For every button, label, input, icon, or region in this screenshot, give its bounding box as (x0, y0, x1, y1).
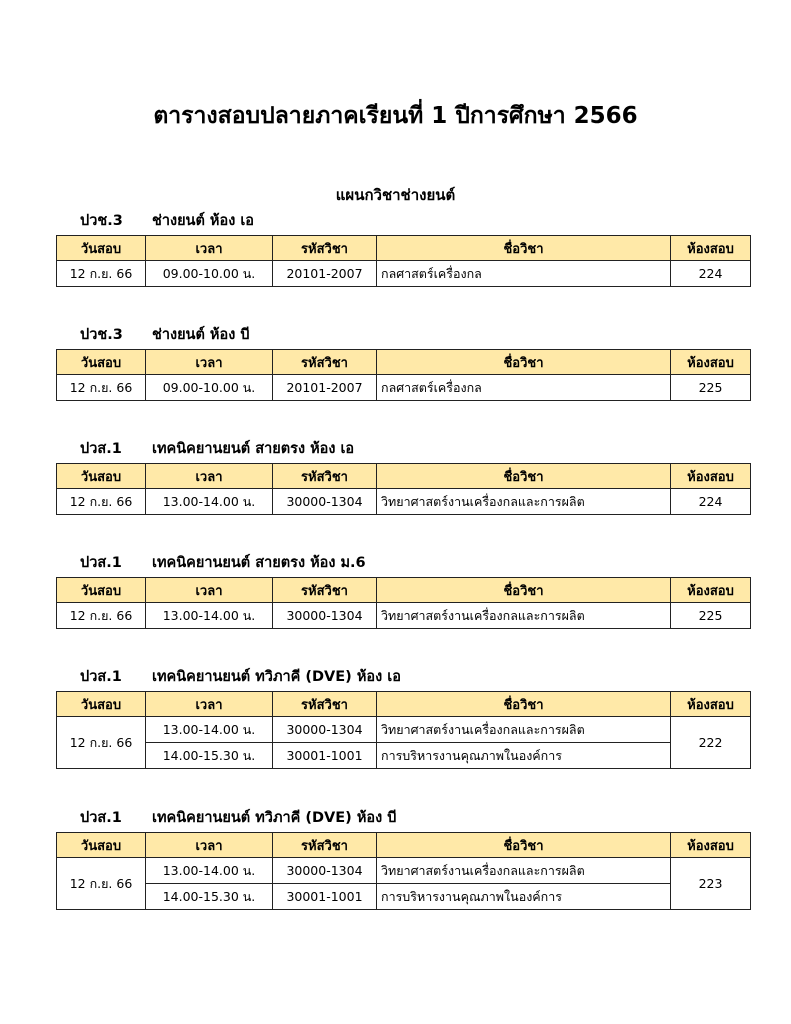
exam-date: 12 ก.ย. 66 (57, 717, 146, 769)
col-header-time: เวลา (146, 236, 273, 261)
course-name: การบริหารงานคุณภาพในองค์การ (377, 884, 671, 910)
course-code: 30000-1304 (273, 717, 377, 743)
page-title: ตารางสอบปลายภาคเรียนที่ 1 ปีการศึกษา 2566 (153, 103, 638, 129)
course-code: 20101-2007 (273, 261, 377, 287)
table-header-row (57, 464, 751, 489)
col-header-date: วันสอบ (57, 464, 146, 489)
exam-room: 223 (671, 858, 751, 910)
exam-table (56, 691, 751, 769)
exam-section (56, 665, 743, 769)
exam-date: 12 ก.ย. 66 (57, 489, 146, 515)
exam-time: 13.00-14.00 น. (146, 489, 273, 515)
col-header-code: รหัสวิชา (273, 236, 377, 261)
col-header-subject: ชื่อวิชา (377, 464, 671, 489)
section-heading (56, 209, 743, 231)
col-header-date: วันสอบ (57, 833, 146, 858)
section-level: ปวช.3 (80, 327, 123, 343)
col-header-room: ห้องสอบ (671, 578, 751, 603)
table-row (57, 717, 751, 743)
course-code: 30001-1001 (273, 884, 377, 910)
col-header-date: วันสอบ (57, 692, 146, 717)
table-header-row (57, 833, 751, 858)
section-level: ปวส.1 (80, 669, 122, 685)
col-header-subject: ชื่อวิชา (377, 578, 671, 603)
col-header-subject: ชื่อวิชา (377, 350, 671, 375)
course-name: การบริหารงานคุณภาพในองค์การ (377, 743, 671, 769)
course-code: 30001-1001 (273, 743, 377, 769)
exam-date: 12 ก.ย. 66 (57, 375, 146, 401)
course-code: 20101-2007 (273, 375, 377, 401)
exam-section (56, 551, 743, 629)
col-header-subject: ชื่อวิชา (377, 692, 671, 717)
exam-table (56, 235, 751, 287)
exam-table (56, 832, 751, 910)
exam-room: 222 (671, 717, 751, 769)
col-header-subject: ชื่อวิชา (377, 236, 671, 261)
col-header-date: วันสอบ (57, 350, 146, 375)
table-header-row (57, 236, 751, 261)
exam-time: 09.00-10.00 น. (146, 375, 273, 401)
course-name: กลศาสตร์เครื่องกล (377, 375, 671, 401)
col-header-time: เวลา (146, 578, 273, 603)
col-header-room: ห้องสอบ (671, 692, 751, 717)
col-header-room: ห้องสอบ (671, 833, 751, 858)
exam-section (56, 806, 743, 910)
department-heading: แผนกวิชาช่างยนต์ (335, 186, 456, 204)
col-header-code: รหัสวิชา (273, 464, 377, 489)
course-name: วิทยาศาสตร์งานเครื่องกลและการผลิต (377, 858, 671, 884)
exam-date: 12 ก.ย. 66 (57, 603, 146, 629)
table-row (57, 603, 751, 629)
exam-date: 12 ก.ย. 66 (57, 261, 146, 287)
col-header-room: ห้องสอบ (671, 350, 751, 375)
exam-time: 14.00-15.30 น. (146, 743, 273, 769)
exam-table (56, 463, 751, 515)
table-row (57, 261, 751, 287)
col-header-time: เวลา (146, 833, 273, 858)
col-header-date: วันสอบ (57, 236, 146, 261)
course-code: 30000-1304 (273, 489, 377, 515)
exam-date: 12 ก.ย. 66 (57, 858, 146, 910)
section-level: ปวส.1 (80, 555, 122, 571)
col-header-code: รหัสวิชา (273, 833, 377, 858)
course-name: วิทยาศาสตร์งานเครื่องกลและการผลิต (377, 717, 671, 743)
section-level: ปวช.3 (80, 213, 123, 229)
course-code: 30000-1304 (273, 858, 377, 884)
exam-section (56, 323, 743, 401)
section-level: ปวส.1 (80, 810, 122, 826)
col-header-code: รหัสวิชา (273, 350, 377, 375)
section-heading (56, 806, 743, 828)
col-header-subject: ชื่อวิชา (377, 833, 671, 858)
col-header-time: เวลา (146, 464, 273, 489)
section-heading (56, 551, 743, 573)
col-header-time: เวลา (146, 350, 273, 375)
exam-time: 13.00-14.00 น. (146, 858, 273, 884)
course-name: กลศาสตร์เครื่องกล (377, 261, 671, 287)
section-major: เทคนิคยานยนต์ ทวิภาคี (DVE) ห้อง บี (152, 810, 397, 826)
table-header-row (57, 350, 751, 375)
table-header-row (57, 578, 751, 603)
exam-room: 225 (671, 603, 751, 629)
table-row (57, 858, 751, 884)
exam-room: 224 (671, 489, 751, 515)
table-row (57, 375, 751, 401)
section-major: เทคนิคยานยนต์ สายตรง ห้อง ม.6 (152, 555, 366, 571)
table-row (57, 489, 751, 515)
exam-section (56, 209, 743, 287)
course-code: 30000-1304 (273, 603, 377, 629)
section-major: เทคนิคยานยนต์ ทวิภาคี (DVE) ห้อง เอ (152, 669, 401, 685)
section-major: ช่างยนต์ ห้อง บี (152, 327, 250, 343)
exam-room: 224 (671, 261, 751, 287)
col-header-code: รหัสวิชา (273, 578, 377, 603)
table-row (57, 743, 751, 769)
col-header-time: เวลา (146, 692, 273, 717)
exam-section (56, 437, 743, 515)
col-header-code: รหัสวิชา (273, 692, 377, 717)
exam-time: 09.00-10.00 น. (146, 261, 273, 287)
exam-room: 225 (671, 375, 751, 401)
section-major: ช่างยนต์ ห้อง เอ (152, 213, 254, 229)
exam-time: 13.00-14.00 น. (146, 603, 273, 629)
exam-time: 13.00-14.00 น. (146, 717, 273, 743)
section-level: ปวส.1 (80, 441, 122, 457)
course-name: วิทยาศาสตร์งานเครื่องกลและการผลิต (377, 603, 671, 629)
col-header-room: ห้องสอบ (671, 464, 751, 489)
exam-time: 14.00-15.30 น. (146, 884, 273, 910)
exam-table (56, 349, 751, 401)
section-heading (56, 323, 743, 345)
section-heading (56, 665, 743, 687)
col-header-date: วันสอบ (57, 578, 146, 603)
section-heading (56, 437, 743, 459)
table-row (57, 884, 751, 910)
table-header-row (57, 692, 751, 717)
exam-table (56, 577, 751, 629)
section-major: เทคนิคยานยนต์ สายตรง ห้อง เอ (152, 441, 355, 457)
course-name: วิทยาศาสตร์งานเครื่องกลและการผลิต (377, 489, 671, 515)
col-header-room: ห้องสอบ (671, 236, 751, 261)
